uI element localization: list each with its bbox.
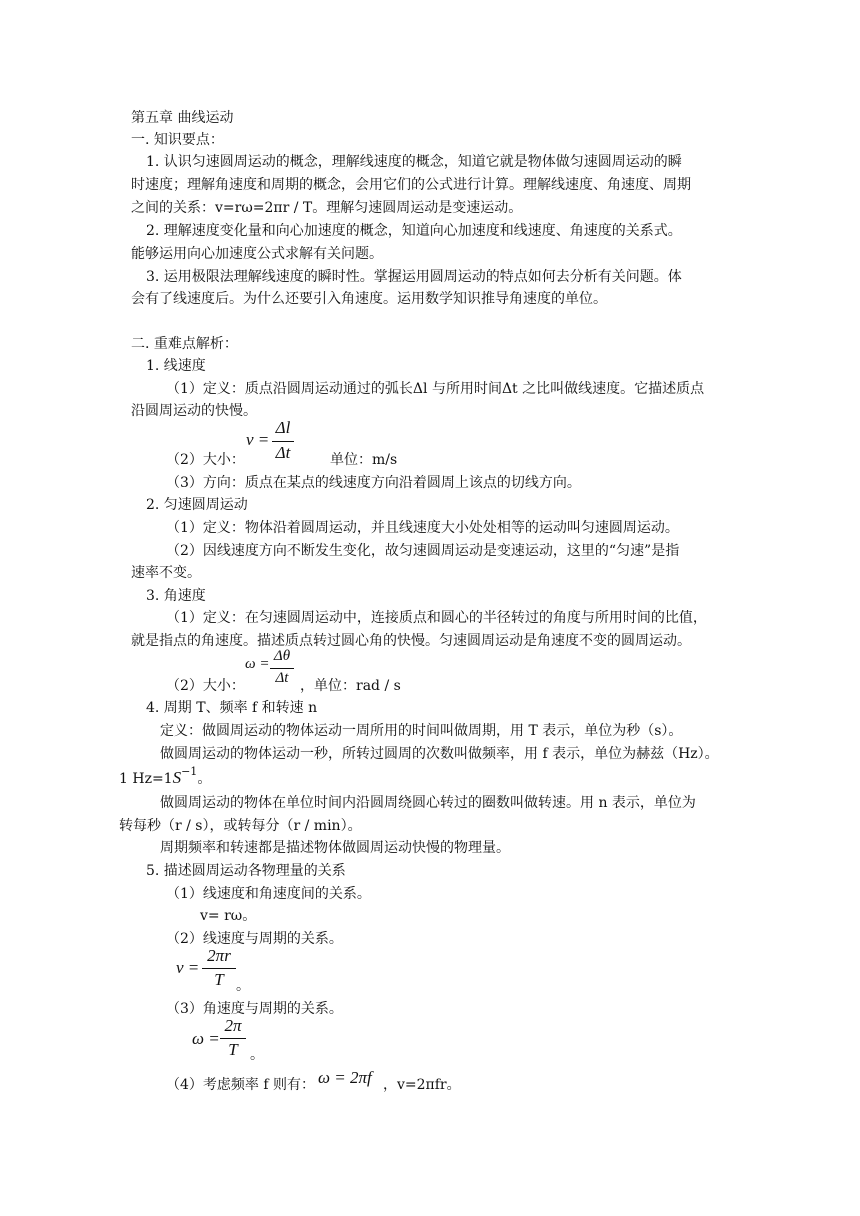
s2-note-line1: （2）因线速度方向不断发生变化，故匀速圆周运动是变速运动，这里的“匀速”是指 bbox=[166, 543, 680, 559]
section1-heading: 一. 知识要点： bbox=[131, 132, 224, 148]
s4-speed-line2: 转每秒（r / s），或转每分（r / min）。 bbox=[119, 818, 362, 834]
s3-size-label: （2）大小： bbox=[166, 678, 245, 694]
s4-hz-exponent: −1 bbox=[181, 765, 198, 778]
s5-r2: （2）线速度与周期的关系。 bbox=[166, 931, 343, 947]
s3-formula-lhs: ω = bbox=[245, 656, 270, 672]
s4-speed-line1: 做圆周运动的物体在单位时间内沿圆周绕圆心转过的圈数叫做转速。用 n 表示，单位为 bbox=[160, 795, 696, 811]
s5-r3-lhs: ω = bbox=[192, 1029, 220, 1048]
s4-hz-line bbox=[119, 765, 212, 790]
s5-r2-fraction bbox=[202, 946, 236, 992]
p2-line2: 能够运用向心加速度公式求解有关问题。 bbox=[131, 246, 383, 262]
s2-note-line2: 速率不变。 bbox=[131, 565, 201, 581]
chapter-title: 第五章 曲线运动 bbox=[131, 110, 234, 126]
s1-formula-denominator: Δt bbox=[275, 443, 291, 462]
s5-r4: （4）考虑频率 f 则有： bbox=[166, 1077, 315, 1093]
s4-hz-suffix: 。 bbox=[197, 771, 212, 787]
fraction-bar bbox=[272, 441, 294, 442]
s4-hz-symbol: S bbox=[172, 768, 182, 787]
p1-line3: 之间的关系：v=rω=2πr / T。理解匀速圆周运动是变速运动。 bbox=[131, 200, 523, 216]
s1-formula-fraction bbox=[272, 418, 294, 466]
s5-r2-denominator: T bbox=[214, 970, 224, 989]
fraction-bar bbox=[202, 968, 236, 969]
s5-title: 5. 描述圆周运动各物理量的关系 bbox=[146, 863, 346, 879]
s5-r3-denominator: T bbox=[228, 1040, 238, 1059]
s3-formula-denominator: Δt bbox=[275, 670, 289, 686]
section2-heading: 二. 重难点解析： bbox=[131, 336, 238, 352]
s3-unit: ，单位：rad / s bbox=[300, 678, 401, 694]
s3-formula-numerator: Δθ bbox=[273, 648, 291, 664]
s5-r2-period: 。 bbox=[236, 978, 250, 994]
s2-def: （1）定义：物体沿着圆周运动，并且线速度大小处处相等的运动叫匀速圆周运动。 bbox=[166, 520, 679, 536]
s1-formula-lhs: v = bbox=[246, 430, 270, 449]
p3-line2: 会有了线速度后。为什么还要引入角速度。运用数学知识推导角速度的单位。 bbox=[131, 291, 607, 307]
s1-size-label: （2）大小： bbox=[166, 452, 245, 468]
fraction-bar bbox=[270, 668, 294, 669]
p3-line1: 3. 运用极限法理解线速度的瞬时性。掌握运用圆周运动的特点如何去分析有关问题。体 bbox=[146, 269, 682, 285]
p1-line2: 时速度；理解角速度和周期的概念，会用它们的公式进行计算。理解线速度、角速度、周期 bbox=[131, 177, 691, 193]
s5-r3-numerator: 2π bbox=[224, 1016, 242, 1035]
s4-title: 4. 周期 T、频率 f 和转速 n bbox=[146, 700, 318, 716]
s1-unit: 单位：m/s bbox=[330, 452, 398, 468]
fraction-bar bbox=[220, 1038, 246, 1039]
s1-formula-numerator: Δl bbox=[275, 418, 291, 437]
s4-hz-prefix: 1 Hz=1 bbox=[119, 771, 173, 787]
s4-def: 定义：做圆周运动的物体运动一周所用的时间叫做周期，用 T 表示，单位为秒（s）。 bbox=[160, 723, 683, 739]
s5-r2-numerator: 2πr bbox=[207, 946, 231, 965]
s5-r4-tail: ，v=2πfr。 bbox=[383, 1077, 461, 1093]
s3-title: 3. 角速度 bbox=[146, 588, 206, 604]
s1-def-line1: （1）定义：质点沿圆周运动通过的弧长Δl 与所用时间Δt 之比叫做线速度。它描述质点 bbox=[166, 381, 705, 397]
s1-def-line2: 沿圆周运动的快慢。 bbox=[131, 403, 257, 419]
s5-r3: （3）角速度与周期的关系。 bbox=[166, 1001, 343, 1017]
s4-freq: 做圆周运动的物体运动一秒，所转过圆周的次数叫做频率，用 f 表示，单位为赫兹（Hz）。 bbox=[160, 746, 719, 762]
s1-direction: （3）方向：质点在某点的线速度方向沿着圆周上该点的切线方向。 bbox=[166, 475, 581, 491]
s2-title: 2. 匀速圆周运动 bbox=[146, 497, 248, 513]
s5-r1-formula: v= rω。 bbox=[200, 908, 257, 924]
s1-title: 1. 线速度 bbox=[146, 358, 206, 374]
s5-r1: （1）线速度和角速度间的关系。 bbox=[166, 886, 371, 902]
s3-formula-fraction bbox=[270, 648, 294, 690]
s5-r3-fraction bbox=[220, 1016, 246, 1062]
s5-r2-lhs: v = bbox=[176, 958, 200, 977]
s3-def-line1: （1）定义：在匀速圆周运动中，连接质点和圆心的半径转过的角度与所用时间的比值， bbox=[166, 610, 707, 626]
s5-r4-formula: ω = 2πf bbox=[318, 1068, 372, 1087]
s4-note: 周期频率和转速都是描述物体做圆周运动快慢的物理量。 bbox=[160, 840, 510, 856]
s3-def-line2: 就是指点的角速度。描述质点转过圆心角的快慢。匀速圆周运动是角速度不变的圆周运动。 bbox=[131, 633, 691, 649]
s5-r3-period: 。 bbox=[250, 1047, 264, 1063]
p2-line1: 2. 理解速度变化量和向心加速度的概念，知道向心加速度和线速度、角速度的关系式。 bbox=[146, 223, 682, 239]
p1-line1: 1. 认识匀速圆周运动的概念，理解线速度的概念，知道它就是物体做匀速圆周运动的瞬 bbox=[146, 154, 682, 170]
